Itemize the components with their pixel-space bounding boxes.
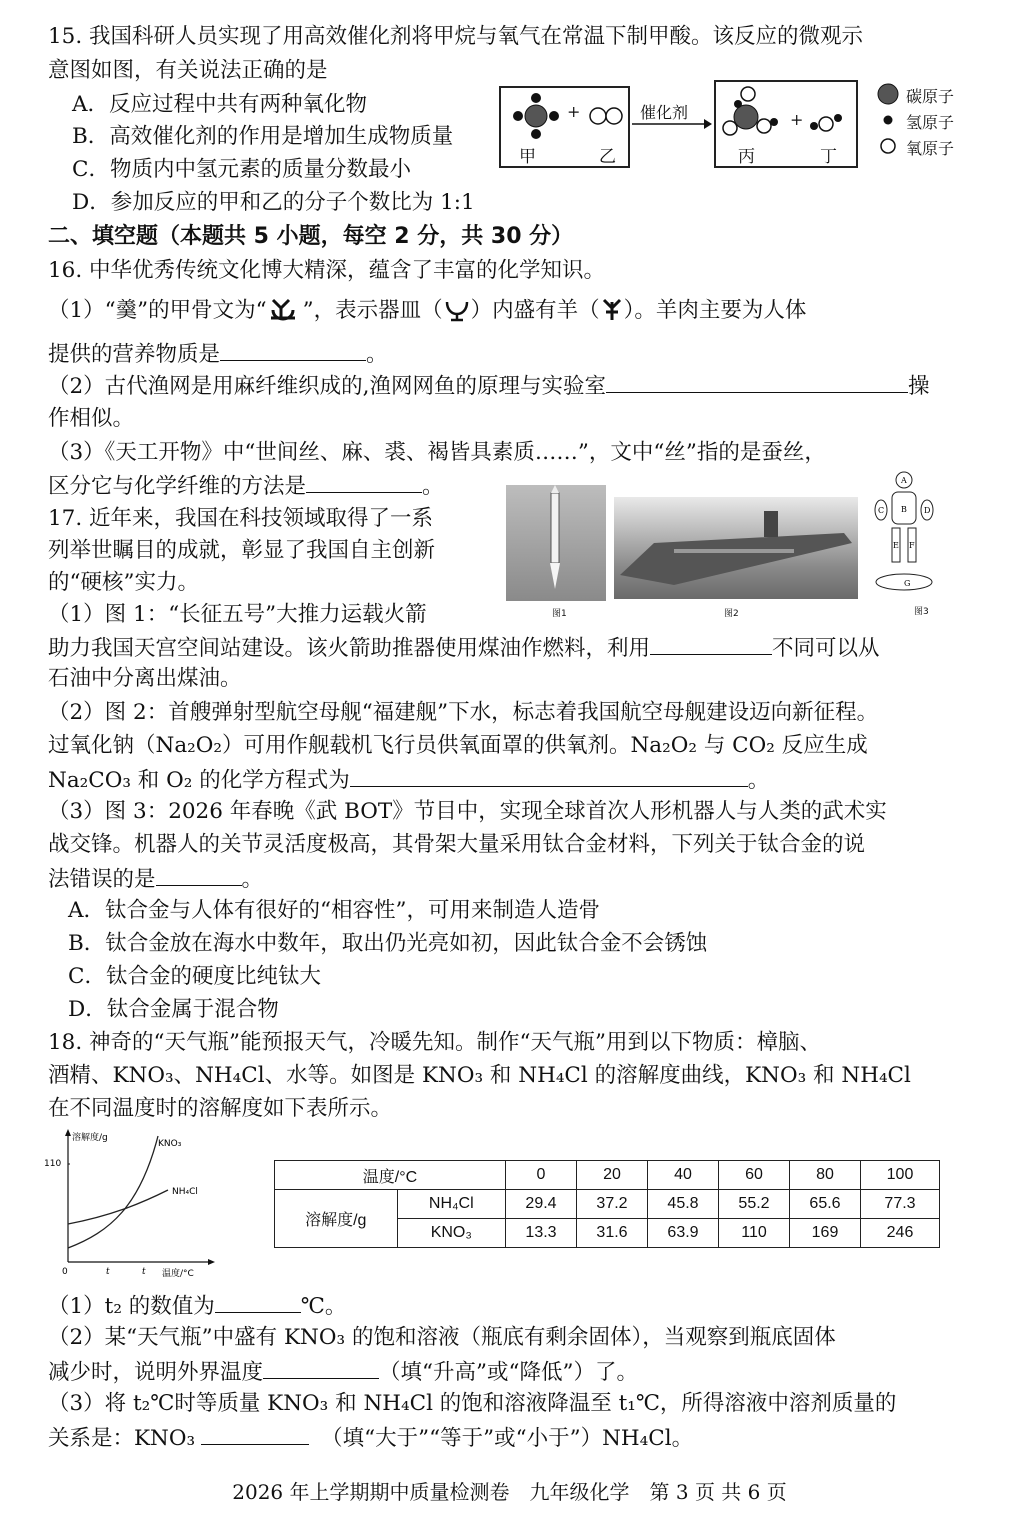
q18-part2-line2	[48, 1356, 638, 1388]
q17-blank-3[interactable]	[156, 863, 242, 886]
q16-part1-line2	[48, 338, 388, 370]
q17-part1-line1: （1）图 1：“长征五号”大推力运载火箭	[48, 602, 427, 627]
q16-blank-2[interactable]	[606, 370, 908, 393]
q17-part3-line2: 战交锋。机器人的关节灵活度极高，其骨架大量采用钛合金材料，下列关于钛合金的说	[48, 832, 866, 857]
graph-kno3-label: KNO₃	[158, 1139, 182, 1149]
q18-stem-line1: 18. 神奇的“天气瓶”能预报天气，冷暖先知。制作“天气瓶”用到以下物质：樟脑、	[48, 1030, 821, 1055]
legend-oxygen: 氧原子	[906, 139, 955, 158]
q16-part1-line1	[48, 296, 806, 326]
q16-p1a: （1）“羹”的甲骨文为“	[48, 298, 267, 323]
q16-p1f: 。	[366, 342, 388, 367]
legend-carbon: 碳原子	[906, 87, 955, 106]
q17-part1-line3: 石油中分离出煤油。	[48, 666, 242, 691]
robot-label-b: B	[901, 505, 907, 514]
q18-p3b: 关系是：KNO₃	[48, 1426, 196, 1451]
q17-part1-line2	[48, 632, 880, 664]
q17-p2c: Na₂CO₃ 和 O₂ 的化学方程式为	[48, 768, 350, 793]
q17-blank-2[interactable]	[350, 764, 748, 787]
page-footer: 2026 年上学期期中质量检测卷 九年级化学 第 3 页 共 6 页	[232, 1480, 787, 1504]
table-header-row	[275, 1161, 940, 1190]
q17-p1b: 助力我国天宫空间站建设。该火箭助推器使用煤油作燃料，利用	[48, 636, 651, 661]
plus-sign-1: +	[567, 102, 581, 121]
robot-label-f: F	[909, 541, 915, 550]
q18-blank-3[interactable]	[201, 1422, 309, 1445]
graph-t1: t	[106, 1267, 110, 1277]
table-substance-cell: NH₄Cl	[397, 1190, 505, 1219]
section-heading: 二、填空题（本题共 5 小题，每空 2 分，共 30 分）	[48, 224, 574, 249]
table-value-cell: 110	[719, 1219, 790, 1248]
table-head-label: 温度/°C	[275, 1161, 506, 1190]
q15-stem-line1: 15. 我国科研人员实现了用高效催化剂将甲烷与氧气在常温下制甲酸。该反应的微观示	[48, 24, 864, 49]
graph-origin: 0	[62, 1267, 68, 1277]
robot-label-d: D	[924, 506, 931, 515]
table-temp-cell: 80	[790, 1161, 861, 1190]
graph-nh4cl-label: NH₄Cl	[172, 1187, 198, 1197]
aircraft-carrier-icon	[614, 497, 858, 599]
q17-option-c: C．钛合金的硬度比纯钛大	[68, 964, 321, 989]
graph-y110: 110	[44, 1159, 62, 1169]
nh4cl-curve	[68, 1190, 168, 1224]
q17-option-a: A．钛合金与人体有很好的“相容性”，可用来制造人造骨	[68, 898, 601, 923]
rocket-icon	[506, 485, 606, 601]
q16-part2-line2: 作相似。	[48, 406, 135, 431]
q16-p1b: ”，表示器皿（	[302, 298, 443, 323]
q18-p3c: （填“大于”“等于”或“小于”）NH₄Cl。	[321, 1426, 694, 1451]
q17-part2-line2: 过氧化钠（Na₂O₂）可用作舰载机飞行员供氧面罩的供氧剂。Na₂O₂ 与 CO₂ 反应生成	[48, 733, 868, 758]
q16-blank-3[interactable]	[306, 470, 422, 493]
graph-xlabel: 温度/°C	[162, 1269, 194, 1279]
label-yi: 乙	[599, 147, 616, 167]
q18-part1	[48, 1290, 346, 1322]
q17-p1c: 不同可以从	[772, 636, 880, 661]
table-row	[275, 1190, 940, 1219]
q16-blank-1[interactable]	[220, 338, 366, 361]
solubility-curve-svg	[40, 1128, 220, 1280]
table-temp-cell: 60	[719, 1161, 790, 1190]
q16-stem: 16. 中华优秀传统文化博大精深，蕴含了丰富的化学知识。	[48, 258, 606, 283]
q18-blank-1[interactable]	[215, 1290, 301, 1313]
legend-atom-icons	[876, 82, 906, 162]
table-value-cell: 63.9	[648, 1219, 719, 1248]
catalyst-arrow	[630, 100, 712, 136]
q18-part2-line1: （2）某“天气瓶”中盛有 KNO₃ 的饱和溶液（瓶底有剩余固体），当观察到瓶底固体	[48, 1325, 836, 1350]
q16-p3b: 区分它与化学纤维的方法是	[48, 474, 307, 499]
robot-label-g: G	[904, 579, 911, 588]
q15-option-b: B．高效催化剂的作用是增加生成物质量	[72, 124, 454, 149]
q17-part2-line1: （2）图 2：首艘弹射型航空母舰“福建舰”下水，标志着我国航空母舰建设迈向新征程。	[48, 700, 879, 725]
reactants-box	[499, 86, 630, 168]
table-temp-cell: 0	[506, 1161, 577, 1190]
table-value-cell: 45.8	[648, 1190, 719, 1219]
q17-p2d: 。	[747, 768, 770, 793]
q18-stem-line2: 酒精、KNO₃、NH₄Cl、水等。如图是 KNO₃ 和 NH₄Cl 的溶解度曲线，KNO₃ 和 NH₄Cl	[48, 1063, 911, 1088]
legend-hydrogen: 氢原子	[906, 113, 955, 132]
fig3-caption: 图3	[914, 607, 929, 617]
table-temp-cell: 100	[861, 1161, 940, 1190]
q16-p1d: ）。羊肉主要为人体	[623, 298, 807, 323]
table-row-label: 溶解度/g	[275, 1190, 398, 1248]
atom-legend	[876, 82, 976, 162]
table-value-cell: 37.2	[577, 1190, 648, 1219]
q18-part3-line2	[48, 1422, 693, 1454]
q16-p1e: 提供的营养物质是	[48, 342, 221, 367]
q18-stem-line3: 在不同温度时的溶解度如下表所示。	[48, 1096, 393, 1121]
oracle-sheep-glyph-icon	[600, 296, 624, 322]
q18-p2c: （填“升高”或“降低”）了。	[379, 1360, 638, 1385]
table-value-cell: 65.6	[790, 1190, 861, 1219]
label-ding: 丁	[820, 147, 837, 167]
q17-blank-1[interactable]	[650, 632, 772, 655]
q18-part3-line1: （3）将 t₂℃时等质量 KNO₃ 和 NH₄Cl 的饱和溶液降温至 t₁℃，所得溶液中溶剂质量的	[48, 1391, 897, 1416]
table-temp-cell: 40	[648, 1161, 719, 1190]
q16-part2-line1	[48, 370, 930, 402]
graph-ylabel: 溶解度/g	[72, 1133, 108, 1143]
q17-option-b: B．钛合金放在海水中数年，取出仍光亮如初，因此钛合金不会锈蚀	[68, 931, 708, 956]
fig1-caption: 图1	[552, 609, 567, 619]
q15-option-a: A．反应过程中共有两种氧化物	[72, 92, 368, 117]
graph-t2: t	[142, 1267, 146, 1277]
fig2-carrier-photo	[614, 497, 858, 599]
solubility-curve-graph	[40, 1128, 220, 1280]
fig3-robot-diagram	[870, 470, 950, 598]
q17-p3d: 。	[241, 867, 264, 892]
q18-p2b: 减少时，说明外界温度	[48, 1360, 264, 1385]
q16-p2a: （2）古代渔网是用麻纤维织成的,渔网网鱼的原理与实验室	[48, 374, 607, 399]
q18-p1b: ℃。	[300, 1294, 347, 1319]
q15-option-c: C．物质内中氢元素的质量分数最小	[72, 157, 411, 182]
q17-part2-line3	[48, 764, 769, 796]
q18-p1a: （1）t₂ 的数值为	[48, 1294, 215, 1319]
q17-part3-line1: （3）图 3：2026 年春晚《武 BOT》节目中，实现全球首次人形机器人与人类的武术实	[48, 799, 887, 824]
products-box	[714, 80, 858, 168]
table-temp-cell: 20	[577, 1161, 648, 1190]
q16-part3-line1: （3）《天工开物》中“世间丝、麻、裘、褐皆具素质……”，文中“丝”指的是蚕丝，	[48, 440, 826, 465]
q17-p3c: 法错误的是	[48, 867, 156, 892]
q16-part3-line2	[48, 470, 444, 502]
robot-label-a: A	[901, 476, 907, 485]
table-value-cell: 55.2	[719, 1190, 790, 1219]
robot-label-c: C	[878, 506, 885, 515]
q17-stem-line1: 17. 近年来，我国在科技领域取得了一系	[48, 506, 434, 531]
table-value-cell: 31.6	[577, 1219, 648, 1248]
robot-label-e: E	[893, 541, 899, 550]
q16-p1c: ）内盛有羊（	[470, 298, 600, 323]
oracle-vessel-glyph-icon	[443, 296, 471, 322]
q17-stem-line2: 列举世瞩目的成就，彰显了我国自主创新	[48, 538, 436, 563]
q18-blank-2[interactable]	[263, 1356, 379, 1379]
q16-p3c: 。	[422, 474, 444, 499]
q17-part3-line3	[48, 863, 263, 895]
table-value-cell: 29.4	[506, 1190, 577, 1219]
fig2-caption: 图2	[724, 609, 739, 619]
kno3-curve	[68, 1136, 158, 1248]
solubility-table	[274, 1160, 940, 1248]
oracle-geng-glyph-icon	[267, 296, 303, 322]
fig1-rocket-photo	[506, 485, 606, 601]
table-value-cell: 169	[790, 1219, 861, 1248]
robot-icon	[870, 470, 950, 598]
q15-stem-line2: 意图如图，有关说法正确的是	[48, 58, 328, 83]
q17-stem-line3: 的“硬核”实力。	[48, 570, 199, 595]
table-value-cell: 13.3	[506, 1219, 577, 1248]
q17-option-d: D．钛合金属于混合物	[68, 997, 279, 1022]
label-bing: 丙	[738, 147, 755, 167]
q16-p2b: 操	[908, 374, 930, 399]
catalyst-label: 催化剂	[640, 103, 689, 122]
plus-sign-2: +	[790, 110, 804, 129]
label-jia: 甲	[519, 147, 536, 167]
table-substance-cell: KNO₃	[397, 1219, 505, 1248]
arrow-icon	[630, 100, 712, 136]
table-value-cell: 246	[861, 1219, 940, 1248]
q15-option-d: D．参加反应的甲和乙的分子个数比为 1:1	[72, 190, 475, 215]
table-value-cell: 77.3	[861, 1190, 940, 1219]
